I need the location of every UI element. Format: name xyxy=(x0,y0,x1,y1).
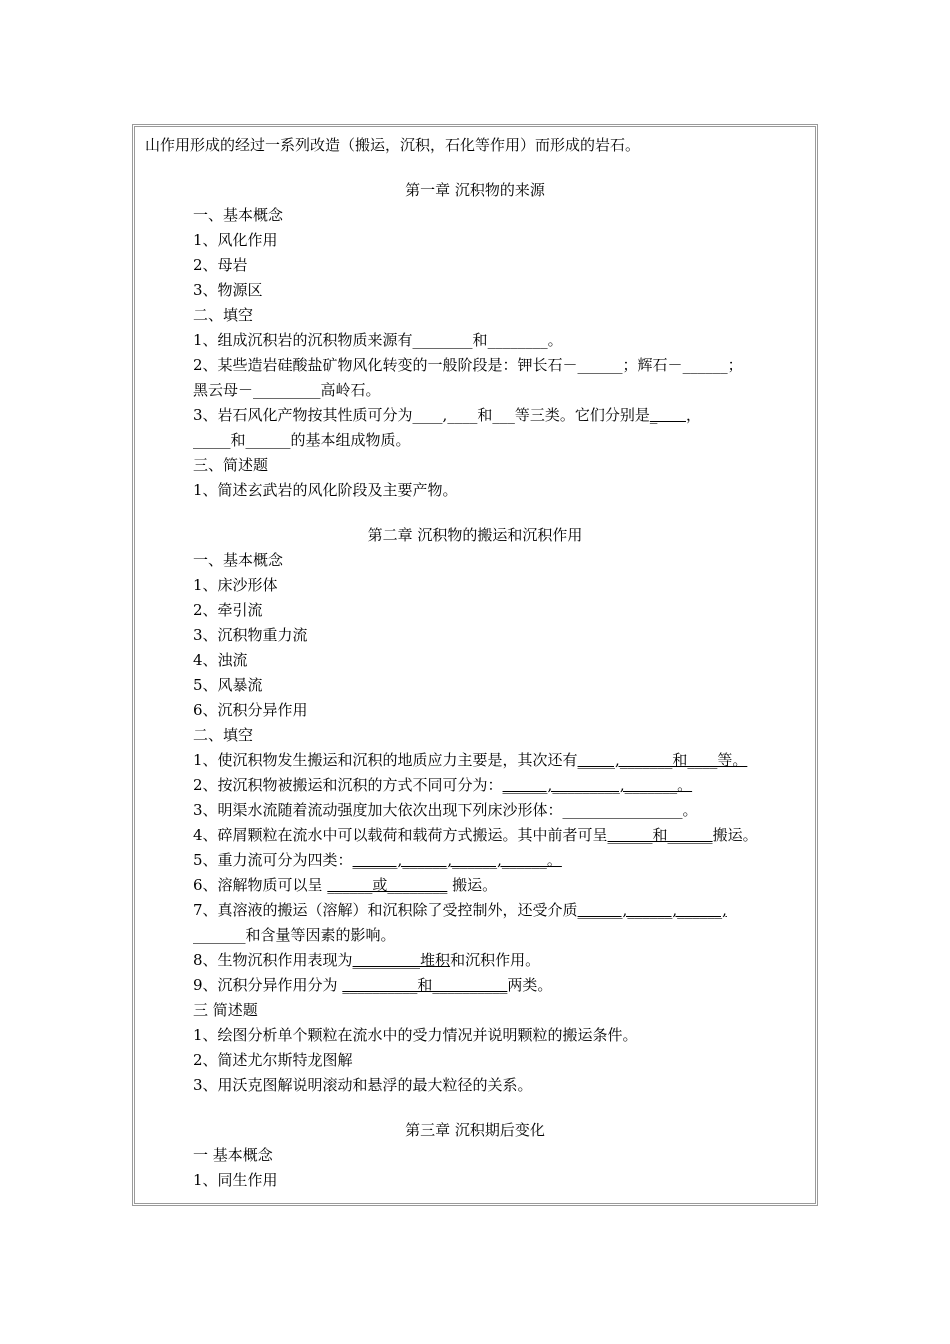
question-text: 2、按沉积物被搬运和沉积的方式不同可分为： xyxy=(193,776,503,794)
intro-text: 山作用形成的经过一系列改造（搬运，沉积，石化等作用）而形成的岩石。 xyxy=(145,136,641,154)
section-heading: 三 简述题 xyxy=(193,1001,258,1019)
question-text: ， xyxy=(685,406,701,424)
answer-blank: _____,_______和____等。 xyxy=(577,751,748,769)
list-item: 2、母岩 xyxy=(193,256,248,274)
answer-blank: ____,____ xyxy=(412,406,478,424)
answer-blank: _________堆积 xyxy=(352,951,451,969)
list-item: 5、风暴流 xyxy=(193,676,263,694)
question-text: 2、某些造岩硅酸盐矿物风化转变的一般阶段是：钾长石－ xyxy=(193,356,578,374)
question-text: 6、溶解物质可以呈 xyxy=(193,876,328,894)
section-heading: 一、基本概念 xyxy=(193,551,284,569)
spacer xyxy=(145,503,805,523)
question-text: 3、明渠水流随着流动强度加大依次出现下列床沙形体： xyxy=(193,801,563,819)
question-text: 和 xyxy=(477,406,493,424)
section-heading: 二、填空 xyxy=(193,306,254,324)
document-content xyxy=(145,133,805,1193)
question-text: 等三类。它们分别是 xyxy=(514,406,650,424)
fill-question-1 xyxy=(145,748,805,773)
list-item: 1、简述玄武岩的风化阶段及主要产物。 xyxy=(193,481,458,499)
answer-blank: ________ xyxy=(487,331,548,349)
list-item: 3、沉积物重力流 xyxy=(193,626,308,644)
question-text: 。 xyxy=(682,801,698,819)
question-text: 的基本组成物质。 xyxy=(290,431,411,449)
list-item: 3、物源区 xyxy=(193,281,263,299)
question-text: 3、岩石风化产物按其性质可分为 xyxy=(193,406,413,424)
chapter-2-title: 第二章 沉积物的搬运和沉积作用 xyxy=(367,526,583,544)
answer-blank: ______ xyxy=(577,356,623,374)
list-item: 2、简述尤尔斯特龙图解 xyxy=(193,1051,353,1069)
fill-question-5 xyxy=(145,848,805,873)
fill-question-6 xyxy=(145,873,805,898)
answer-blank: ______,______,______, xyxy=(577,901,727,919)
section-heading: 一、基本概念 xyxy=(193,206,284,224)
answer-blank: __________和__________ xyxy=(342,976,508,994)
question-text: 和含量等因素的影响。 xyxy=(245,926,396,944)
question-text: 8、生物沉积作用表现为 xyxy=(193,951,353,969)
answer-blank: ______,_________,_______。 xyxy=(502,776,693,794)
answer-blank: ______,______,______,______。 xyxy=(352,851,562,869)
fill-question-2 xyxy=(145,773,805,798)
document-frame xyxy=(132,124,818,1206)
question-text: 搬运。 xyxy=(447,876,498,894)
chapter-1-title: 第一章 沉积物的来源 xyxy=(405,181,545,199)
question-text: 高岭石。 xyxy=(320,381,381,399)
question-text: 7、真溶液的搬运（溶解）和沉积除了受控制外，还受介质 xyxy=(193,901,578,919)
answer-blank: ______ xyxy=(245,431,291,449)
fill-question-9 xyxy=(145,973,805,998)
question-text: 两类。 xyxy=(507,976,553,994)
question-text: 和 xyxy=(230,431,246,449)
section-heading: 三、简述题 xyxy=(193,456,269,474)
answer-blank: ________ xyxy=(412,331,473,349)
question-text: 1、组成沉积岩的沉积物质来源有 xyxy=(193,331,413,349)
fill-question-4 xyxy=(145,823,805,848)
answer-blank: _ xyxy=(649,406,686,424)
question-text: 黑云母－ xyxy=(193,381,254,399)
question-text: 和 xyxy=(472,331,488,349)
list-item: 3、用沃克图解说明滚动和悬浮的最大粒径的关系。 xyxy=(193,1076,533,1094)
list-item: 1、绘图分析单个颗粒在流水中的受力情况并说明颗粒的搬运条件。 xyxy=(193,1026,638,1044)
section-heading: 一 基本概念 xyxy=(193,1146,273,1164)
fill-question-7 xyxy=(145,898,805,923)
list-item: 6、沉积分异作用 xyxy=(193,701,308,719)
question-text: 和沉积作用。 xyxy=(450,951,541,969)
answer-blank: ___ xyxy=(492,406,515,424)
answer-blank: ________________ xyxy=(562,801,683,819)
list-item: 1、同生作用 xyxy=(193,1171,278,1189)
question-text: 搬运。 xyxy=(712,826,758,844)
answer-blank: _________ xyxy=(253,381,321,399)
section-heading: 二、填空 xyxy=(193,726,254,744)
spacer xyxy=(145,158,805,178)
question-text: 9、沉积分异作用分为 xyxy=(193,976,343,994)
answer-blank: ______和______ xyxy=(607,826,713,844)
question-text: ； xyxy=(727,356,743,374)
fill-question-3 xyxy=(145,798,805,823)
list-item: 4、浊流 xyxy=(193,651,248,669)
fill-question-1 xyxy=(145,328,805,353)
list-item: 2、牵引流 xyxy=(193,601,263,619)
question-text: ；辉石－ xyxy=(622,356,683,374)
answer-blank: _______ xyxy=(193,926,246,944)
question-text: 4、碎屑颗粒在流水中可以载荷和载荷方式搬运。其中前者可呈 xyxy=(193,826,608,844)
question-text: 。 xyxy=(547,331,563,349)
answer-blank: ______ xyxy=(682,356,728,374)
fill-question-3 xyxy=(145,403,805,428)
question-text: 1、使沉积物发生搬运和沉积的地质应力主要是，其次还有 xyxy=(193,751,578,769)
question-text: 5、重力流可分为四类： xyxy=(193,851,353,869)
fill-question-3-cont xyxy=(145,428,805,453)
fill-question-8 xyxy=(145,948,805,973)
fill-question-7-cont xyxy=(145,923,805,948)
spacer xyxy=(145,1098,805,1118)
chapter-3-title: 第三章 沉积期后变化 xyxy=(405,1121,545,1139)
fill-question-2-cont xyxy=(145,378,805,403)
list-item: 1、床沙形体 xyxy=(193,576,278,594)
list-item: 1、风化作用 xyxy=(193,231,278,249)
answer-blank: _____ xyxy=(193,431,231,449)
answer-blank: ______或________ xyxy=(327,876,448,894)
fill-question-2 xyxy=(145,353,805,378)
